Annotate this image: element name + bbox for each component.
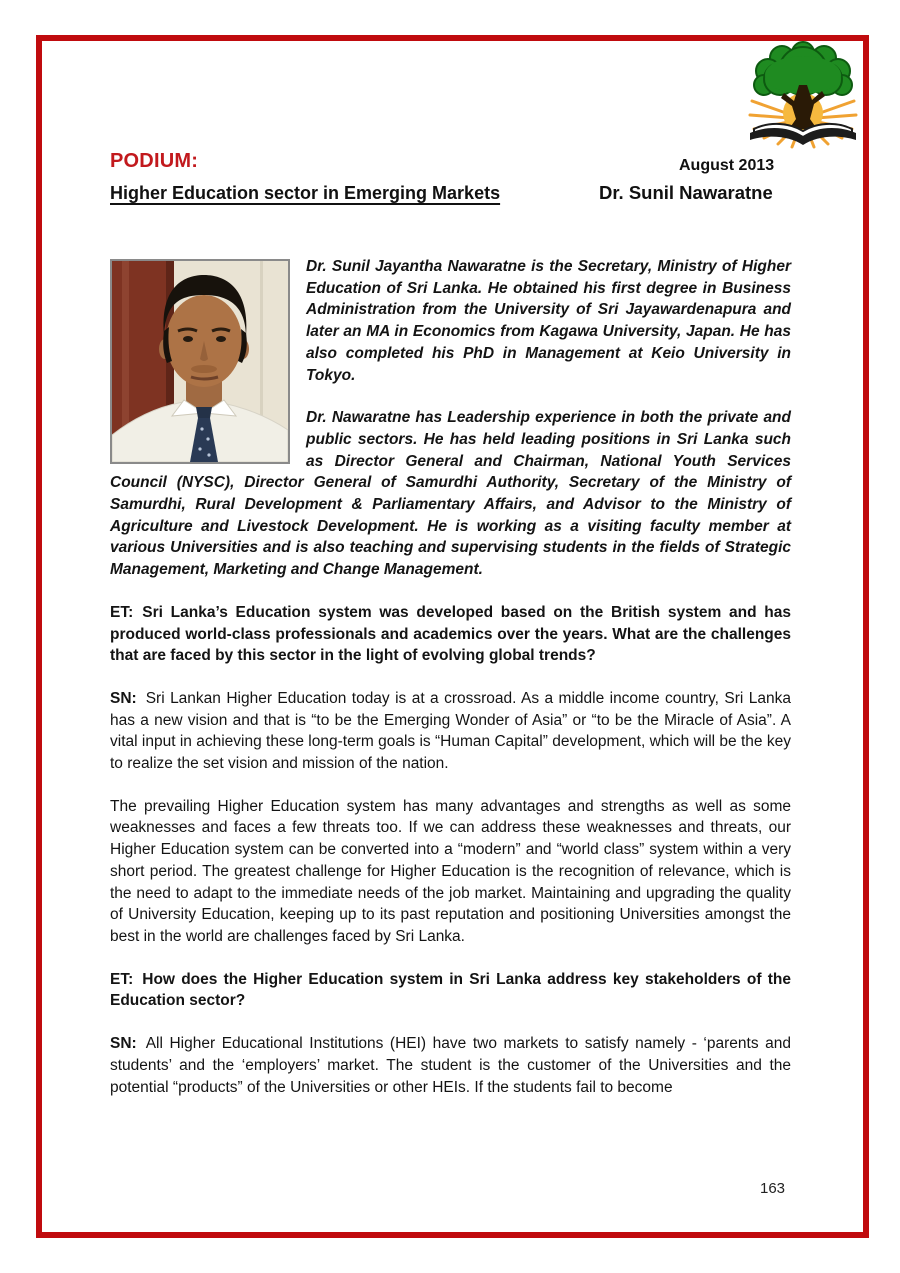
author-name: Dr. Sunil Nawaratne xyxy=(599,182,773,203)
speaker-label: ET: xyxy=(110,970,134,988)
interview-question-1 xyxy=(110,602,791,667)
section-label: PODIUM: xyxy=(110,150,199,172)
answer-text: Sri Lankan Higher Education today is at a crossroad. As a middle income country, Sri Lanka has a new vision and that is “to be the Emerging Wonder of Asia” or “to be the Miracle of Asia”. A vital input in achieving these long-term goals is “Human Capital” development, which will be the key to realize the set vision and mission of the nation. xyxy=(110,689,791,773)
bio-paragraph-2: Dr. Nawaratne has Leadership experience in both the private and public sectors. He has held leading positions in Sri Lanka such as Director General and Chairman, National Youth Services Council (NYSC), Director General of Samurdhi Authority, Secretary of the Ministry of Samurdhi, Rural Development & Parliamentary Affairs, and Advisor to the Ministry of Agriculture and Livestock Development. He is working as a visiting faculty member at various Universities and is also teaching and supervising students in the fields of Strategic Management, Marketing and Change Management. xyxy=(110,409,791,579)
interview-answer-1-continued: The prevailing Higher Education system has many advantages and strengths as well as some weaknesses and faces a few threats too. If we can address these weaknesses and threats, our Higher Education system can be converted into a “modern” and “world class” system within a very short period. The greatest challenge for Higher Education is the recognition of relevance, which is the need to adapt to the immediate needs of the job market. Maintaining and upgrading the quality of University Education, keeping up to its past reputation and positioning Universities amongst the best in the world are challenges faced by Sri Lanka. xyxy=(110,797,791,945)
page-number: 163 xyxy=(760,1180,786,1197)
speaker-label: ET: xyxy=(110,603,134,621)
interview-answer-1 xyxy=(110,688,791,775)
interview-answer-2 xyxy=(110,1033,791,1098)
portrait-photo xyxy=(110,259,290,464)
answer-text: All Higher Educational Institutions (HEI) have two markets to satisfy namely - ‘parents and students’ and the ‘employers’ market. The student is the customer of the Universities and the potential “products” of the Universities or other HEIs. If the students fail to become xyxy=(110,1035,791,1096)
question-text: Sri Lanka’s Education system was developed based on the British system and has produced world-class professionals and academics over the years. What are the challenges that are faced by this sector in the light of evolving global trends? xyxy=(110,603,791,665)
speaker-label: SN: xyxy=(110,1035,137,1053)
article-body xyxy=(110,256,791,1119)
bio-paragraph-1: Dr. Sunil Jayantha Nawaratne is the Secretary, Ministry of Higher Education of Sri Lanka. He obtained his first degree in Business Administration from the University of Sri Jayawardenapura and later an MA in Economics from Kagawa University, Japan. He has also completed his PhD in Management at Keio University in Tokyo. xyxy=(306,258,791,384)
question-text: How does the Higher Education system in Sri Lanka address key stakeholders of the Education sector? xyxy=(110,970,791,1010)
interview-question-2 xyxy=(110,969,791,1012)
article-title: Higher Education sector in Emerging Markets xyxy=(110,183,501,203)
issue-date: August 2013 xyxy=(679,157,775,174)
tree-book-logo-icon xyxy=(744,41,862,151)
speaker-label: SN: xyxy=(110,689,137,707)
